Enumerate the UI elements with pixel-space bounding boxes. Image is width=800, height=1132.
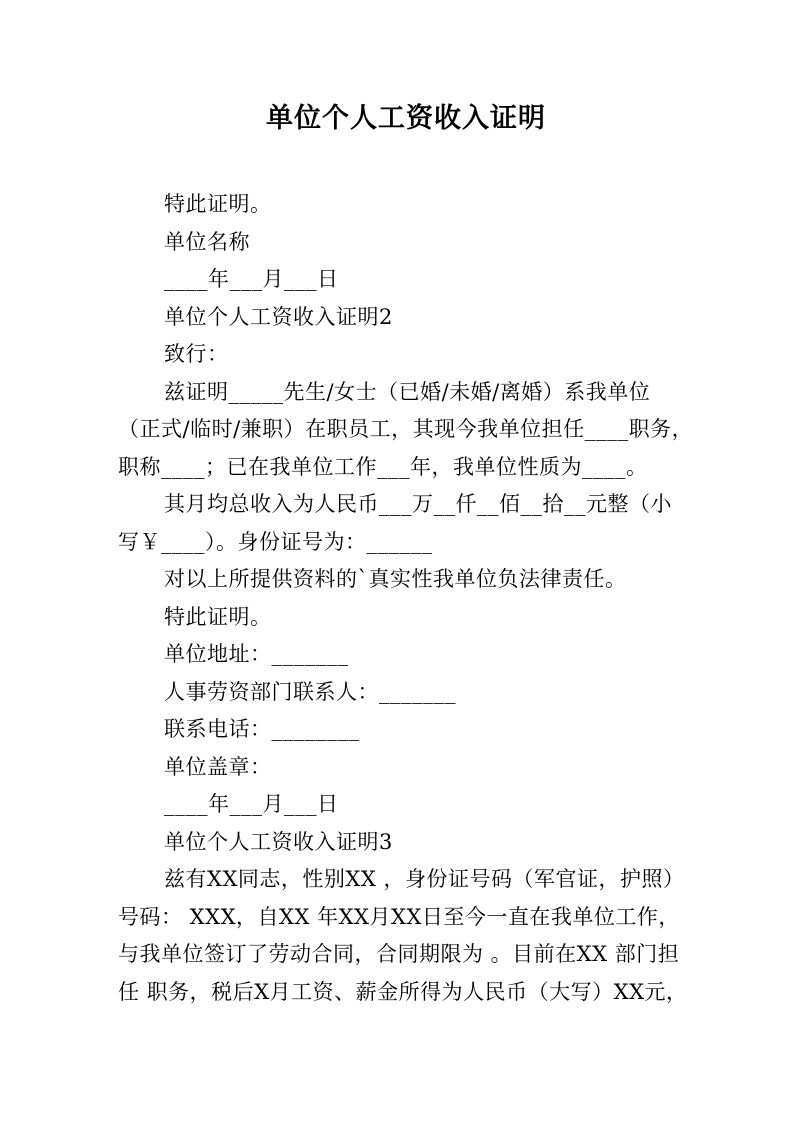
body-line: 任 职务，税后X月工资、薪金所得为人民币（大写）XX元， bbox=[118, 979, 688, 1004]
body-line: 与我单位签订了劳动合同，合同期限为 。目前在XX 部门担 bbox=[118, 942, 680, 966]
body-line: ____年___月___日 bbox=[164, 267, 339, 291]
body-line: （正式/临时/兼职）在职员工，其现今我单位担任____职务， bbox=[118, 417, 694, 441]
body-line: 致行： bbox=[164, 342, 229, 366]
body-line: 兹有XX同志，性别XX ，身份证号码（军官证，护照） bbox=[164, 867, 685, 891]
body-line: 对以上所提供资料的`真实性我单位负法律责任。 bbox=[164, 567, 627, 591]
body-line: 特此证明。 bbox=[164, 192, 272, 216]
body-line: 联系电话：________ bbox=[164, 717, 360, 741]
body-line: 写￥____）。身份证号为：______ bbox=[118, 529, 433, 554]
body-line: 号码： XXX，自XX 年XX月XX日至今一直在我单位工作， bbox=[118, 904, 680, 929]
body-line: 单位个人工资收入证明3 bbox=[164, 829, 393, 854]
body-line: 单位盖章： bbox=[164, 754, 272, 779]
body-line: 职称____；已在我单位工作___年，我单位性质为____。 bbox=[118, 454, 648, 479]
body-line: 单位名称 bbox=[164, 229, 250, 254]
body-line: 特此证明。 bbox=[164, 604, 272, 629]
body-line: ____年___月___日 bbox=[164, 792, 339, 816]
body-line: 单位地址：_______ bbox=[164, 642, 349, 666]
body-line: 其月均总收入为人民币___万__仟__佰__拾__元整（小 bbox=[164, 492, 672, 516]
document-title: 单位个人工资收入证明 bbox=[266, 103, 546, 134]
body-line: 人事劳资部门联系人：_______ bbox=[164, 679, 456, 704]
body-line: 兹证明_____先生/女士（已婚/未婚/离婚）系我单位 bbox=[164, 379, 651, 404]
body-line: 单位个人工资收入证明2 bbox=[164, 304, 393, 329]
document-body bbox=[118, 186, 694, 1011]
